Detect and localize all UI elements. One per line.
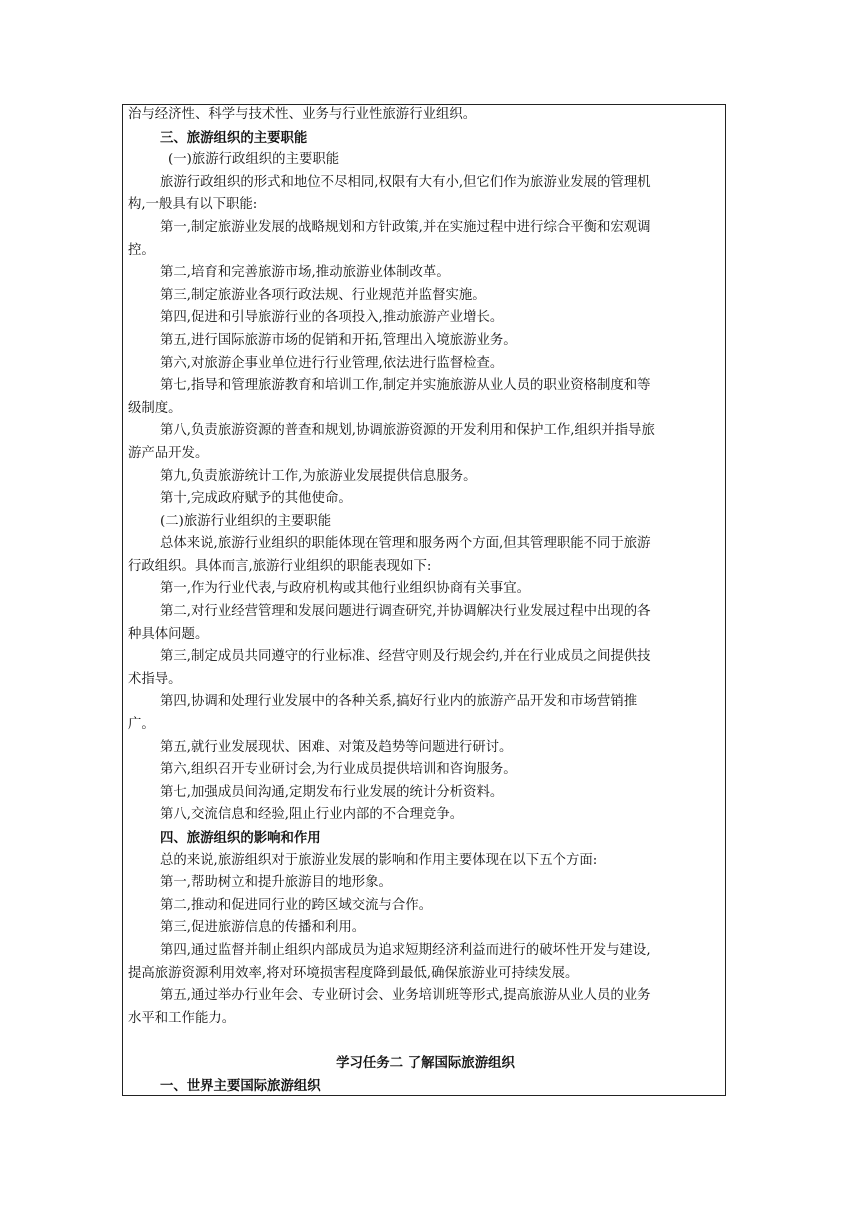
paragraph-line: 游产品开发。 [128, 445, 209, 461]
paragraph-line: 总体来说,旅游行业组织的职能体现在管理和服务两个方面,但其管理职能不同于旅游 [160, 536, 651, 552]
paragraph-line: 第四,通过监督并制止组织内部成员为追求短期经济利益而进行的破坏性开发与建设, [160, 942, 651, 958]
paragraph-line: 第八,负责旅游资源的普查和规划,协调旅游资源的开发利用和保护工作,组织并指导旅 [160, 423, 655, 439]
paragraph-line: 级制度。 [128, 400, 182, 416]
paragraph-line: 第五,就行业发展现状、困难、对策及趋势等问题进行研讨。 [160, 739, 513, 755]
document-body [128, 104, 723, 1098]
paragraph-line: 第八,交流信息和经验,阻止行业内部的不合理竞争。 [160, 807, 464, 823]
paragraph-line: 第四,协调和处理行业发展中的各种关系,搞好行业内的旅游产品开发和市场营销推 [160, 694, 638, 710]
paragraph-line: 第一,制定旅游业发展的战略规划和方针政策,并在实施过程中进行综合平衡和宏观调 [160, 219, 651, 235]
task-title: 学习任务二 了解国际旅游组织 [336, 1055, 515, 1072]
paragraph-line: 广。 [128, 717, 155, 733]
paragraph-line: 第五,进行国际旅游市场的促销和开拓,管理出入境旅游业务。 [160, 332, 517, 348]
paragraph-line: 第一,帮助树立和提升旅游目的地形象。 [160, 875, 392, 891]
paragraph-line: 第三,制定旅游业各项行政法规、行业规范并监督实施。 [160, 287, 486, 303]
section-heading: 三、旅游组织的主要职能 [160, 129, 308, 146]
paragraph-line: 第三,促进旅游信息的传播和利用。 [160, 920, 366, 936]
paragraph-line: 总的来说,旅游组织对于旅游业发展的影响和作用主要体现在以下五个方面: [160, 852, 598, 868]
paragraph-line: 水平和工作能力。 [128, 1010, 236, 1026]
subsection-heading: (二)旅游行业组织的主要职能 [160, 513, 332, 529]
paragraph-line: 行政组织。具体而言,旅游行业组织的职能表现如下: [128, 558, 432, 574]
paragraph-line: 第一,作为行业代表,与政府机构或其他行业组织协商有关事宜。 [160, 581, 531, 597]
section-heading: 四、旅游组织的影响和作用 [160, 830, 321, 846]
paragraph-line: 种具体问题。 [128, 626, 209, 642]
paragraph-line: 构,一般具有以下职能: [128, 197, 258, 213]
paragraph-line: 第七,加强成员间沟通,定期发布行业发展的统计分析资料。 [160, 784, 504, 800]
paragraph-line: 第二,推动和促进同行业的跨区域交流与合作。 [160, 897, 433, 913]
paragraph-line: 第六,对旅游企事业单位进行行业管理,依法进行监督检查。 [160, 355, 504, 371]
paragraph-line: 第五,通过举办行业年会、专业研讨会、业务培训班等形式,提高旅游从业人员的业务 [160, 988, 651, 1004]
paragraph-line: 提高旅游资源利用效率,将对环境损害程度降到最低,确保旅游业可持续发展。 [128, 965, 579, 981]
paragraph-line: 第三,制定成员共同遵守的行业标准、经营守则及行规会约,并在行业成员之间提供技 [160, 649, 651, 665]
paragraph-line: 第二,培育和完善旅游市场,推动旅游业体制改革。 [160, 265, 450, 281]
paragraph-line: 旅游行政组织的形式和地位不尽相同,权限有大有小,但它们作为旅游业发展的管理机 [160, 174, 651, 190]
section-heading: 一、世界主要国际旅游组织 [160, 1077, 321, 1094]
subsection-heading: (一)旅游行政组织的主要职能 [168, 152, 340, 168]
paragraph-line: 术指导。 [128, 671, 182, 687]
paragraph-line: 第十,完成政府赋予的其他使命。 [160, 491, 352, 507]
paragraph-line: 第四,促进和引导旅游行业的各项投入,推动旅游产业增长。 [160, 310, 504, 326]
text-line: 治与经济性、科学与技术性、业务与行业性旅游行业组织。 [128, 107, 477, 122]
paragraph-line: 第二,对行业经营管理和发展问题进行调查研究,并协调解决行业发展过程中出现的各 [160, 604, 651, 620]
paragraph-line: 第七,指导和管理旅游教育和培训工作,制定并实施旅游从业人员的职业资格制度和等 [160, 378, 651, 394]
paragraph-line: 第九,负责旅游统计工作,为旅游业发展提供信息服务。 [160, 468, 477, 484]
paragraph-line: 第六,组织召开专业研讨会,为行业成员提供培训和咨询服务。 [160, 762, 517, 778]
paragraph-line: 控。 [128, 242, 155, 258]
